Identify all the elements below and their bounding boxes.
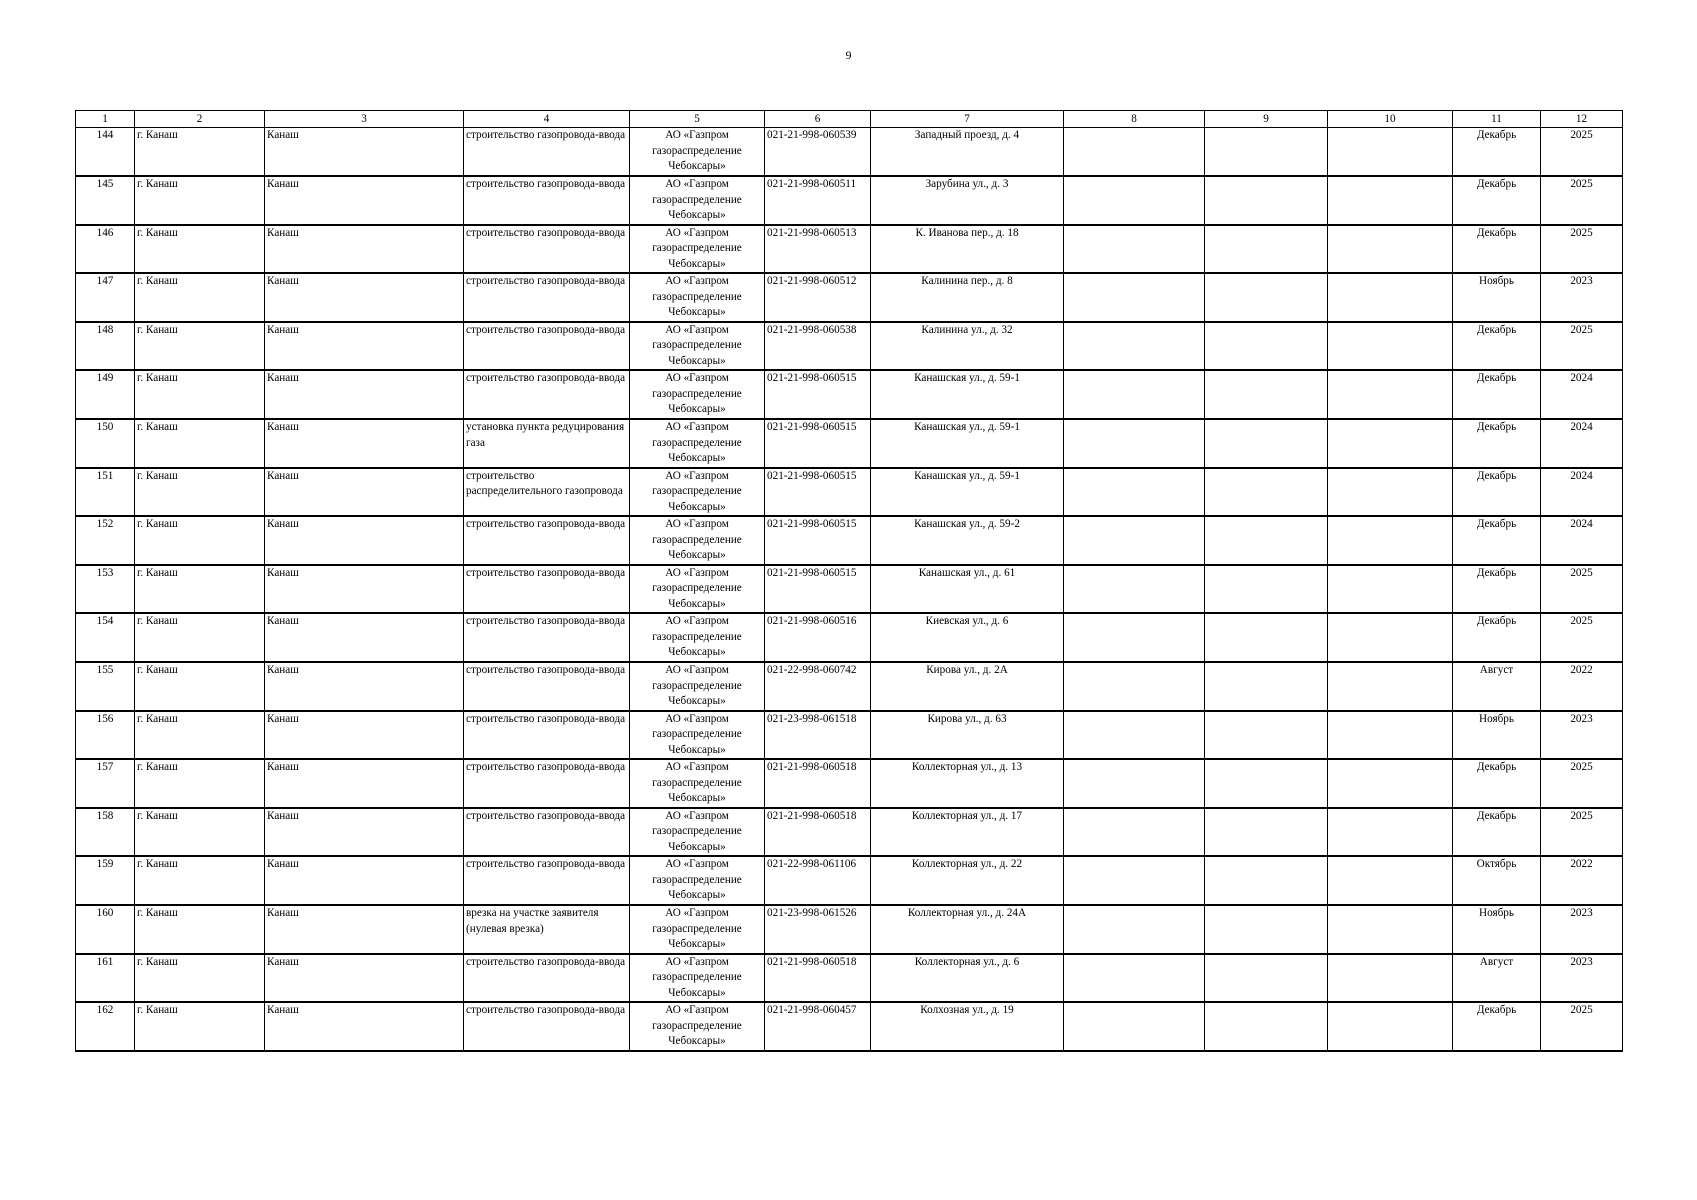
table-row — [76, 419, 1623, 468]
month-cell: Ноябрь — [1453, 905, 1541, 954]
column-10-cell — [1328, 370, 1453, 419]
column-8-cell — [1064, 370, 1205, 419]
organization-cell: АО «Газпром газораспределение Чебоксары» — [630, 954, 765, 1003]
locality-cell: Канаш — [265, 856, 464, 905]
row-number: 153 — [76, 565, 135, 614]
month-cell: Ноябрь — [1453, 273, 1541, 322]
work-type-cell: строительство распределительного газопровода — [464, 468, 630, 517]
row-number: 145 — [76, 176, 135, 225]
column-8-cell — [1064, 662, 1205, 711]
month-cell: Декабрь — [1453, 468, 1541, 517]
column-8-cell — [1064, 225, 1205, 274]
organization-cell: АО «Газпром газораспределение Чебоксары» — [630, 273, 765, 322]
page-number: 9 — [845, 48, 852, 62]
object-code-cell: 021-21-998-060539 — [765, 128, 871, 177]
year-cell: 2022 — [1541, 662, 1623, 711]
column-9-cell — [1205, 1002, 1328, 1051]
column-8-cell — [1064, 856, 1205, 905]
column-10-cell — [1328, 662, 1453, 711]
work-type-cell: строительство газопровода-ввода — [464, 322, 630, 371]
month-cell: Декабрь — [1453, 419, 1541, 468]
address-cell: Калинина пер., д. 8 — [871, 273, 1064, 322]
year-cell: 2023 — [1541, 905, 1623, 954]
year-cell: 2025 — [1541, 613, 1623, 662]
address-cell: Канашская ул., д. 61 — [871, 565, 1064, 614]
city-cell: г. Канаш — [135, 419, 265, 468]
column-8-cell — [1064, 808, 1205, 857]
address-cell: Канашская ул., д. 59-1 — [871, 370, 1064, 419]
column-10-cell — [1328, 711, 1453, 760]
locality-cell: Канаш — [265, 468, 464, 517]
locality-cell: Канаш — [265, 516, 464, 565]
month-cell: Декабрь — [1453, 759, 1541, 808]
organization-cell: АО «Газпром газораспределение Чебоксары» — [630, 759, 765, 808]
column-8-cell — [1064, 176, 1205, 225]
object-code-cell: 021-21-998-060513 — [765, 225, 871, 274]
locality-cell: Канаш — [265, 176, 464, 225]
table-row — [76, 128, 1623, 177]
year-cell: 2025 — [1541, 1002, 1623, 1051]
organization-cell: АО «Газпром газораспределение Чебоксары» — [630, 1002, 765, 1051]
work-type-cell: строительство газопровода-ввода — [464, 1002, 630, 1051]
locality-cell: Канаш — [265, 662, 464, 711]
object-code-cell: 021-22-998-061106 — [765, 856, 871, 905]
column-header-11: 11 — [1453, 111, 1541, 128]
table-row — [76, 759, 1623, 808]
year-cell: 2024 — [1541, 419, 1623, 468]
column-10-cell — [1328, 225, 1453, 274]
column-8-cell — [1064, 565, 1205, 614]
column-9-cell — [1205, 711, 1328, 760]
locality-cell: Канаш — [265, 1002, 464, 1051]
column-header-5: 5 — [630, 111, 765, 128]
table-row — [76, 370, 1623, 419]
organization-cell: АО «Газпром газораспределение Чебоксары» — [630, 516, 765, 565]
work-type-cell: строительство газопровода-ввода — [464, 128, 630, 177]
object-code-cell: 021-21-998-060457 — [765, 1002, 871, 1051]
column-8-cell — [1064, 128, 1205, 177]
table-row — [76, 225, 1623, 274]
row-number: 152 — [76, 516, 135, 565]
work-type-cell: строительство газопровода-ввода — [464, 954, 630, 1003]
row-number: 147 — [76, 273, 135, 322]
city-cell: г. Канаш — [135, 613, 265, 662]
year-cell: 2023 — [1541, 954, 1623, 1003]
column-10-cell — [1328, 856, 1453, 905]
locality-cell: Канаш — [265, 565, 464, 614]
city-cell: г. Канаш — [135, 565, 265, 614]
organization-cell: АО «Газпром газораспределение Чебоксары» — [630, 856, 765, 905]
city-cell: г. Канаш — [135, 516, 265, 565]
row-number: 154 — [76, 613, 135, 662]
year-cell: 2025 — [1541, 225, 1623, 274]
column-8-cell — [1064, 954, 1205, 1003]
column-header-10: 10 — [1328, 111, 1453, 128]
column-10-cell — [1328, 468, 1453, 517]
city-cell: г. Канаш — [135, 273, 265, 322]
column-9-cell — [1205, 370, 1328, 419]
row-number: 160 — [76, 905, 135, 954]
locality-cell: Канаш — [265, 273, 464, 322]
column-10-cell — [1328, 322, 1453, 371]
year-cell: 2024 — [1541, 468, 1623, 517]
object-code-cell: 021-21-998-060515 — [765, 419, 871, 468]
month-cell: Декабрь — [1453, 225, 1541, 274]
work-type-cell: строительство газопровода-ввода — [464, 856, 630, 905]
column-10-cell — [1328, 954, 1453, 1003]
month-cell: Декабрь — [1453, 808, 1541, 857]
address-cell: Канашская ул., д. 59-1 — [871, 419, 1064, 468]
city-cell: г. Канаш — [135, 662, 265, 711]
locality-cell: Канаш — [265, 711, 464, 760]
year-cell: 2024 — [1541, 516, 1623, 565]
city-cell: г. Канаш — [135, 1002, 265, 1051]
address-cell: Коллекторная ул., д. 24А — [871, 905, 1064, 954]
column-8-cell — [1064, 1002, 1205, 1051]
organization-cell: АО «Газпром газораспределение Чебоксары» — [630, 176, 765, 225]
month-cell: Декабрь — [1453, 1002, 1541, 1051]
address-cell: Коллекторная ул., д. 17 — [871, 808, 1064, 857]
object-code-cell: 021-23-998-061518 — [765, 711, 871, 760]
column-8-cell — [1064, 711, 1205, 760]
work-type-cell: врезка на участке заявителя (нулевая врезка) — [464, 905, 630, 954]
month-cell: Декабрь — [1453, 128, 1541, 177]
column-9-cell — [1205, 419, 1328, 468]
work-type-cell: строительство газопровода-ввода — [464, 370, 630, 419]
column-9-cell — [1205, 565, 1328, 614]
object-code-cell: 021-21-998-060515 — [765, 468, 871, 517]
city-cell: г. Канаш — [135, 808, 265, 857]
table-row — [76, 856, 1623, 905]
row-number: 146 — [76, 225, 135, 274]
gasification-table — [75, 110, 1623, 1052]
year-cell: 2025 — [1541, 176, 1623, 225]
row-number: 156 — [76, 711, 135, 760]
city-cell: г. Канаш — [135, 176, 265, 225]
work-type-cell: строительство газопровода-ввода — [464, 176, 630, 225]
locality-cell: Канаш — [265, 905, 464, 954]
table-row — [76, 176, 1623, 225]
table-body — [76, 128, 1623, 1051]
column-8-cell — [1064, 759, 1205, 808]
work-type-cell: строительство газопровода-ввода — [464, 225, 630, 274]
work-type-cell: строительство газопровода-ввода — [464, 808, 630, 857]
column-10-cell — [1328, 565, 1453, 614]
year-cell: 2025 — [1541, 565, 1623, 614]
column-header-7: 7 — [871, 111, 1064, 128]
row-number: 158 — [76, 808, 135, 857]
column-header-6: 6 — [765, 111, 871, 128]
column-10-cell — [1328, 419, 1453, 468]
column-8-cell — [1064, 419, 1205, 468]
work-type-cell: строительство газопровода-ввода — [464, 759, 630, 808]
column-header-3: 3 — [265, 111, 464, 128]
column-9-cell — [1205, 954, 1328, 1003]
table-row — [76, 273, 1623, 322]
object-code-cell: 021-21-998-060516 — [765, 613, 871, 662]
locality-cell: Канаш — [265, 370, 464, 419]
month-cell: Декабрь — [1453, 370, 1541, 419]
object-code-cell: 021-21-998-060511 — [765, 176, 871, 225]
column-10-cell — [1328, 613, 1453, 662]
address-cell: Калинина ул., д. 32 — [871, 322, 1064, 371]
object-code-cell: 021-22-998-060742 — [765, 662, 871, 711]
year-cell: 2025 — [1541, 808, 1623, 857]
month-cell: Ноябрь — [1453, 711, 1541, 760]
table-row — [76, 905, 1623, 954]
address-cell: Западный проезд, д. 4 — [871, 128, 1064, 177]
table-row — [76, 954, 1623, 1003]
city-cell: г. Канаш — [135, 954, 265, 1003]
address-cell: Кирова ул., д. 63 — [871, 711, 1064, 760]
column-9-cell — [1205, 856, 1328, 905]
row-number: 162 — [76, 1002, 135, 1051]
header-row — [76, 111, 1623, 128]
city-cell: г. Канаш — [135, 905, 265, 954]
row-number: 148 — [76, 322, 135, 371]
locality-cell: Канаш — [265, 128, 464, 177]
month-cell: Декабрь — [1453, 322, 1541, 371]
table-row — [76, 613, 1623, 662]
column-9-cell — [1205, 759, 1328, 808]
table-row — [76, 1002, 1623, 1051]
address-cell: Колхозная ул., д. 19 — [871, 1002, 1064, 1051]
month-cell: Октябрь — [1453, 856, 1541, 905]
address-cell: Коллекторная ул., д. 13 — [871, 759, 1064, 808]
object-code-cell: 021-21-998-060515 — [765, 370, 871, 419]
city-cell: г. Канаш — [135, 856, 265, 905]
table-header — [76, 111, 1623, 128]
city-cell: г. Канаш — [135, 370, 265, 419]
address-cell: Коллекторная ул., д. 22 — [871, 856, 1064, 905]
column-9-cell — [1205, 273, 1328, 322]
column-9-cell — [1205, 128, 1328, 177]
organization-cell: АО «Газпром газораспределение Чебоксары» — [630, 613, 765, 662]
organization-cell: АО «Газпром газораспределение Чебоксары» — [630, 468, 765, 517]
organization-cell: АО «Газпром газораспределение Чебоксары» — [630, 662, 765, 711]
table-row — [76, 516, 1623, 565]
city-cell: г. Канаш — [135, 128, 265, 177]
column-header-2: 2 — [135, 111, 265, 128]
organization-cell: АО «Газпром газораспределение Чебоксары» — [630, 128, 765, 177]
address-cell: Зарубина ул., д. 3 — [871, 176, 1064, 225]
column-8-cell — [1064, 516, 1205, 565]
month-cell: Август — [1453, 954, 1541, 1003]
table-row — [76, 322, 1623, 371]
address-cell: К. Иванова пер., д. 18 — [871, 225, 1064, 274]
year-cell: 2025 — [1541, 322, 1623, 371]
year-cell: 2023 — [1541, 273, 1623, 322]
object-code-cell: 021-21-998-060538 — [765, 322, 871, 371]
table-row — [76, 468, 1623, 517]
column-9-cell — [1205, 225, 1328, 274]
address-cell: Канашская ул., д. 59-1 — [871, 468, 1064, 517]
column-10-cell — [1328, 808, 1453, 857]
column-header-8: 8 — [1064, 111, 1205, 128]
column-9-cell — [1205, 662, 1328, 711]
work-type-cell: строительство газопровода-ввода — [464, 662, 630, 711]
column-8-cell — [1064, 613, 1205, 662]
table-row — [76, 565, 1623, 614]
work-type-cell: строительство газопровода-ввода — [464, 565, 630, 614]
month-cell: Август — [1453, 662, 1541, 711]
locality-cell: Канаш — [265, 954, 464, 1003]
column-header-1: 1 — [76, 111, 135, 128]
column-9-cell — [1205, 468, 1328, 517]
city-cell: г. Канаш — [135, 322, 265, 371]
column-9-cell — [1205, 176, 1328, 225]
organization-cell: АО «Газпром газораспределение Чебоксары» — [630, 322, 765, 371]
column-9-cell — [1205, 613, 1328, 662]
column-header-4: 4 — [464, 111, 630, 128]
address-cell: Кирова ул., д. 2А — [871, 662, 1064, 711]
month-cell: Декабрь — [1453, 613, 1541, 662]
city-cell: г. Канаш — [135, 225, 265, 274]
column-10-cell — [1328, 905, 1453, 954]
year-cell: 2022 — [1541, 856, 1623, 905]
table-row — [76, 711, 1623, 760]
locality-cell: Канаш — [265, 613, 464, 662]
object-code-cell: 021-21-998-060518 — [765, 954, 871, 1003]
row-number: 150 — [76, 419, 135, 468]
address-cell: Канашская ул., д. 59-2 — [871, 516, 1064, 565]
locality-cell: Канаш — [265, 808, 464, 857]
row-number: 144 — [76, 128, 135, 177]
month-cell: Декабрь — [1453, 565, 1541, 614]
row-number: 161 — [76, 954, 135, 1003]
column-9-cell — [1205, 808, 1328, 857]
column-header-9: 9 — [1205, 111, 1328, 128]
work-type-cell: строительство газопровода-ввода — [464, 273, 630, 322]
row-number: 155 — [76, 662, 135, 711]
column-9-cell — [1205, 905, 1328, 954]
row-number: 149 — [76, 370, 135, 419]
table-row — [76, 662, 1623, 711]
city-cell: г. Канаш — [135, 711, 265, 760]
organization-cell: АО «Газпром газораспределение Чебоксары» — [630, 419, 765, 468]
object-code-cell: 021-21-998-060515 — [765, 565, 871, 614]
work-type-cell: строительство газопровода-ввода — [464, 613, 630, 662]
row-number: 159 — [76, 856, 135, 905]
column-header-12: 12 — [1541, 111, 1623, 128]
object-code-cell: 021-21-998-060512 — [765, 273, 871, 322]
city-cell: г. Канаш — [135, 468, 265, 517]
work-type-cell: установка пункта редуцирования газа — [464, 419, 630, 468]
address-cell: Киевская ул., д. 6 — [871, 613, 1064, 662]
month-cell: Декабрь — [1453, 176, 1541, 225]
row-number: 157 — [76, 759, 135, 808]
locality-cell: Канаш — [265, 322, 464, 371]
organization-cell: АО «Газпром газораспределение Чебоксары» — [630, 225, 765, 274]
table-row — [76, 808, 1623, 857]
column-9-cell — [1205, 516, 1328, 565]
column-10-cell — [1328, 176, 1453, 225]
organization-cell: АО «Газпром газораспределение Чебоксары» — [630, 808, 765, 857]
work-type-cell: строительство газопровода-ввода — [464, 516, 630, 565]
year-cell: 2024 — [1541, 370, 1623, 419]
column-10-cell — [1328, 273, 1453, 322]
column-10-cell — [1328, 759, 1453, 808]
locality-cell: Канаш — [265, 225, 464, 274]
year-cell: 2025 — [1541, 128, 1623, 177]
object-code-cell: 021-21-998-060518 — [765, 808, 871, 857]
year-cell: 2025 — [1541, 759, 1623, 808]
column-8-cell — [1064, 905, 1205, 954]
object-code-cell: 021-21-998-060518 — [765, 759, 871, 808]
month-cell: Декабрь — [1453, 516, 1541, 565]
column-8-cell — [1064, 468, 1205, 517]
address-cell: Коллекторная ул., д. 6 — [871, 954, 1064, 1003]
column-8-cell — [1064, 273, 1205, 322]
work-type-cell: строительство газопровода-ввода — [464, 711, 630, 760]
column-9-cell — [1205, 322, 1328, 371]
organization-cell: АО «Газпром газораспределение Чебоксары» — [630, 711, 765, 760]
locality-cell: Канаш — [265, 759, 464, 808]
column-10-cell — [1328, 516, 1453, 565]
city-cell: г. Канаш — [135, 759, 265, 808]
locality-cell: Канаш — [265, 419, 464, 468]
row-number: 151 — [76, 468, 135, 517]
organization-cell: АО «Газпром газораспределение Чебоксары» — [630, 370, 765, 419]
object-code-cell: 021-23-998-061526 — [765, 905, 871, 954]
column-8-cell — [1064, 322, 1205, 371]
object-code-cell: 021-21-998-060515 — [765, 516, 871, 565]
organization-cell: АО «Газпром газораспределение Чебоксары» — [630, 905, 765, 954]
column-10-cell — [1328, 128, 1453, 177]
year-cell: 2023 — [1541, 711, 1623, 760]
organization-cell: АО «Газпром газораспределение Чебоксары» — [630, 565, 765, 614]
column-10-cell — [1328, 1002, 1453, 1051]
